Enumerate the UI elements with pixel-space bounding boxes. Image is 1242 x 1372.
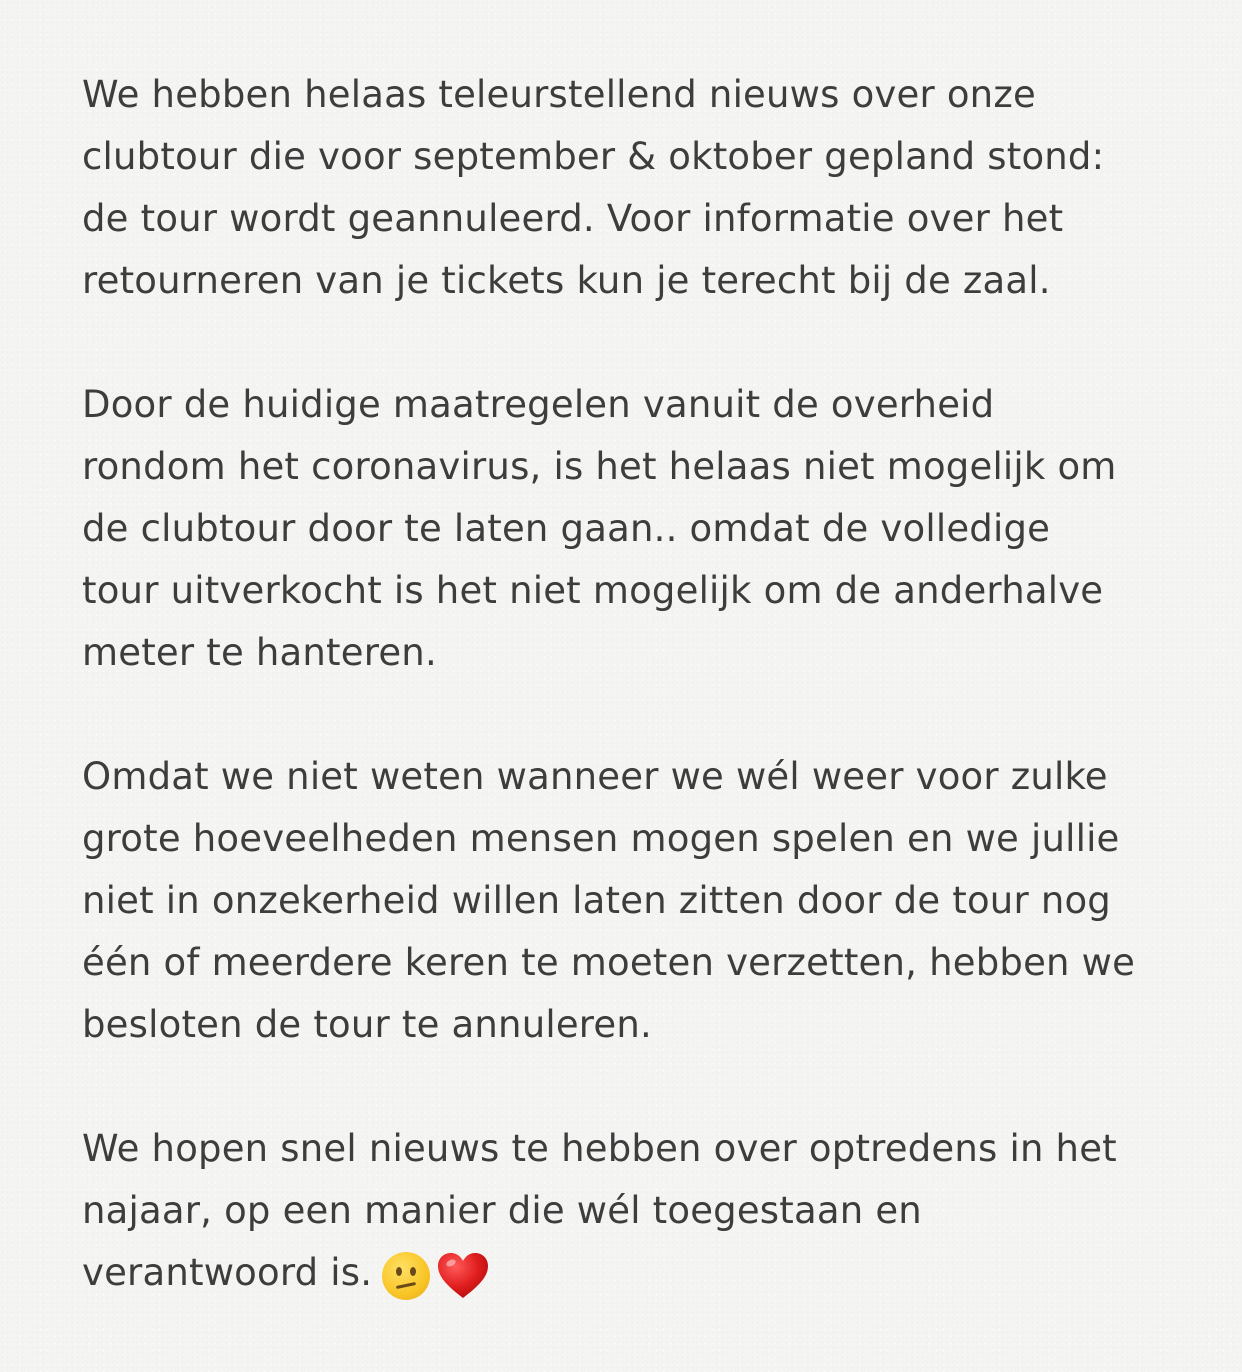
text-line: de clubtour door te laten gaan.. omdat de volledige xyxy=(82,507,1051,550)
red-heart-icon xyxy=(436,1251,490,1301)
text-line: Door de huidige maatregelen vanuit de overheid xyxy=(82,383,995,426)
text-line: Omdat we niet weten wanneer we wél weer voor zulke xyxy=(82,755,1108,798)
text-line-last xyxy=(82,1242,1202,1306)
text-line: retourneren van je tickets kun je terecht bij de zaal. xyxy=(82,259,1051,302)
text-line: de tour wordt geannuleerd. Voor informatie over het xyxy=(82,197,1064,240)
text-line: tour uitverkocht is het niet mogelijk om de anderhalve xyxy=(82,569,1104,612)
text-line: meter te hanteren. xyxy=(82,631,437,674)
text-line: We hopen snel nieuws te hebben over optredens in het xyxy=(82,1127,1117,1170)
paragraph-1 xyxy=(82,64,1202,312)
text-line: We hebben helaas teleurstellend nieuws over onze xyxy=(82,73,1036,116)
text-line: rondom het coronavirus, is het helaas niet mogelijk om xyxy=(82,445,1117,488)
text-line: niet in onzekerheid willen laten zitten door de tour nog xyxy=(82,879,1111,922)
paragraph-2 xyxy=(82,374,1202,684)
text-line: één of meerdere keren te moeten verzetten, hebben we xyxy=(82,941,1136,984)
paragraph-4 xyxy=(82,1118,1202,1306)
text-line: besloten de tour te annuleren. xyxy=(82,1003,652,1046)
emoji-row xyxy=(382,1244,490,1306)
text-line: clubtour die voor september & oktober gepland stond: xyxy=(82,135,1105,178)
paragraph-3 xyxy=(82,746,1202,1056)
text-line: grote hoeveelheden mensen mogen spelen en we jullie xyxy=(82,817,1120,860)
text-line: najaar, op een manier die wél toegestaan en xyxy=(82,1189,922,1232)
text-line-last-text: verantwoord is. xyxy=(82,1251,373,1294)
note-body xyxy=(82,64,1202,1368)
confused-face-icon xyxy=(382,1252,430,1300)
